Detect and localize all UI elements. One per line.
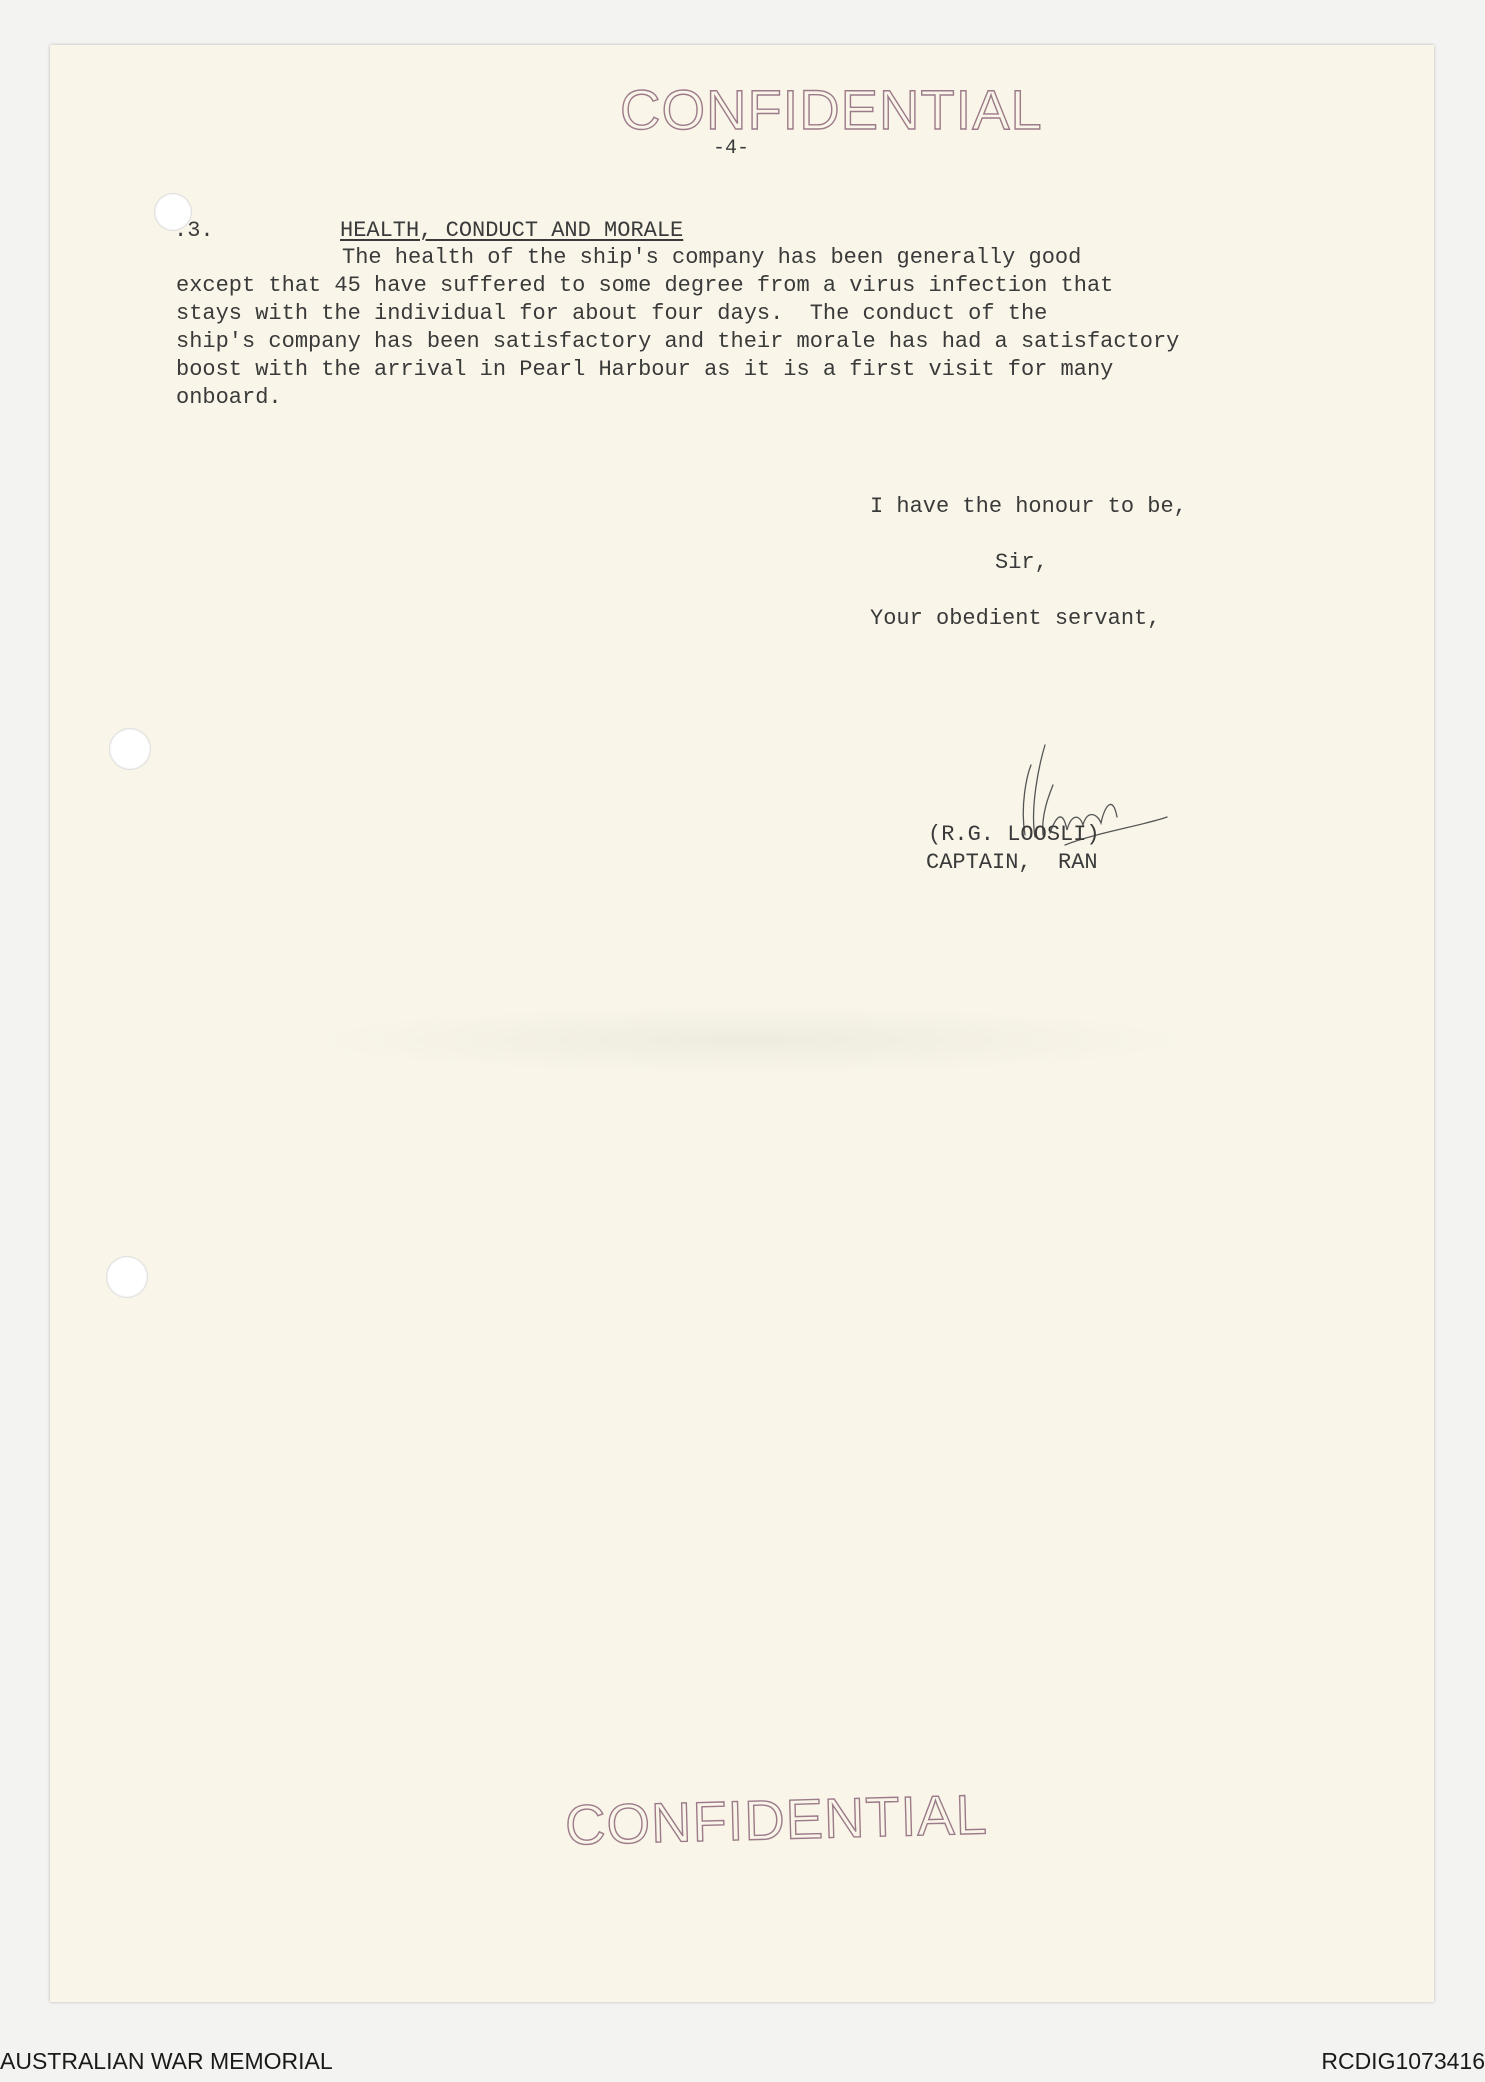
signatory-title: CAPTAIN, RAN xyxy=(926,850,1098,875)
document-page xyxy=(50,45,1434,2002)
section-heading: HEALTH, CONDUCT AND MORALE xyxy=(340,218,684,243)
paper-fold xyxy=(300,1005,1200,1075)
paragraph-line: onboard. xyxy=(176,385,282,410)
signatory-name: (R.G. LOOSLI) xyxy=(928,822,1100,847)
footer-identifier: RCDIG1073416 xyxy=(1321,2048,1485,2074)
confidential-stamp-top: CONFIDENTIAL xyxy=(620,78,1043,141)
paragraph-line: except that 45 have suffered to some degree from a virus infection that xyxy=(176,273,1114,298)
paragraph-line: boost with the arrival in Pearl Harbour as it is a first visit for many xyxy=(176,357,1114,382)
paragraph-line: The health of the ship's company has been generally good xyxy=(342,245,1082,270)
paragraph-line: ship's company has been satisfactory and their morale has had a satisfactory xyxy=(176,329,1180,354)
closing-servant: Your obedient servant, xyxy=(870,606,1161,631)
punch-hole-bottom xyxy=(106,1256,148,1298)
footer-institution: AUSTRALIAN WAR MEMORIAL xyxy=(0,2048,333,2074)
closing-salutation: I have the honour to be, xyxy=(870,494,1187,519)
closing-sir: Sir, xyxy=(995,550,1048,575)
page-number: -4- xyxy=(713,137,750,160)
punch-hole-middle xyxy=(109,728,151,770)
confidential-stamp-bottom: CONFIDENTIAL xyxy=(564,1782,989,1857)
section-number: .3. xyxy=(174,218,214,243)
paragraph-line: stays with the individual for about four days. The conduct of the xyxy=(176,301,1048,326)
